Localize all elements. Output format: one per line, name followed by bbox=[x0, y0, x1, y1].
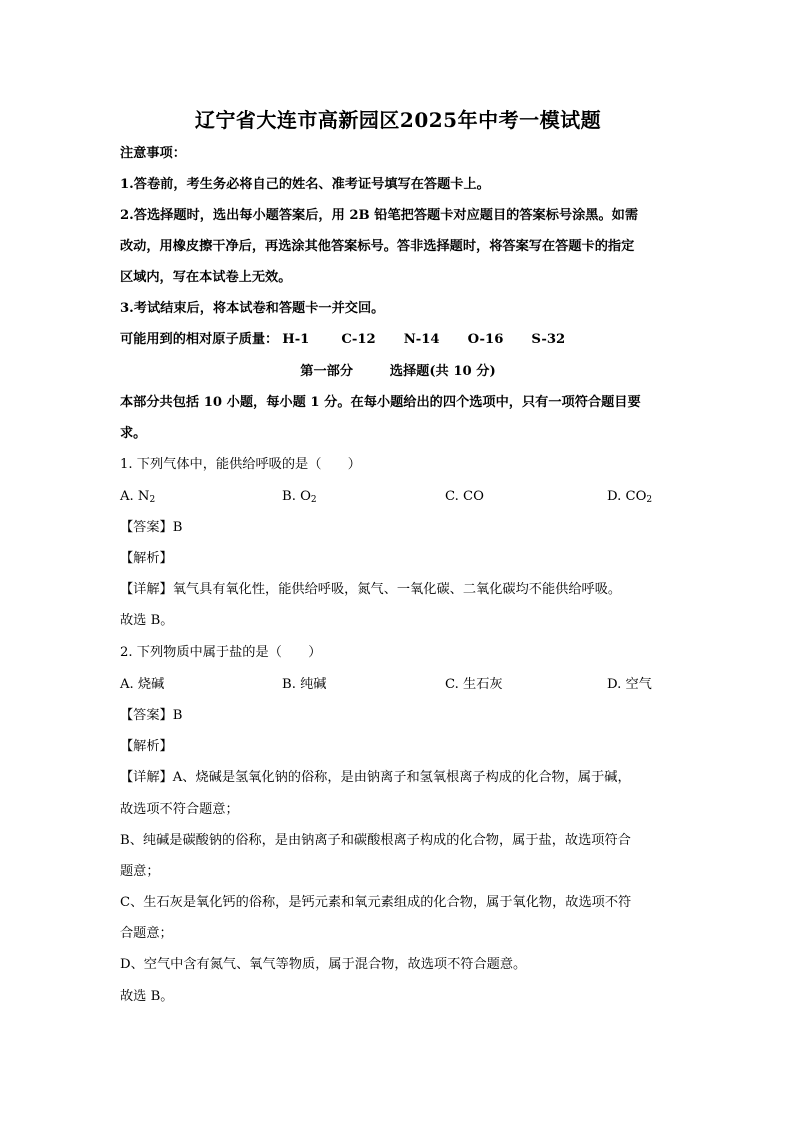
question-1-options bbox=[120, 487, 676, 507]
atomic-mass-c: C-12 bbox=[341, 332, 376, 347]
notice-item-2-line-1: 2.答选择题时，选出每小题答案后，用 2B 铅笔把答题卡对应题目的答案标号涂黑。如需 bbox=[120, 208, 639, 223]
q2-option-a: A. 烧碱 bbox=[120, 677, 165, 692]
notice-item-3: 3.考试结束后，将本试卷和答题卡一并交回。 bbox=[120, 301, 385, 316]
section-heading: 第一部分 选择题(共 10 分) bbox=[300, 364, 496, 379]
q1-option-a: A. $N_2$ bbox=[120, 489, 156, 505]
q1-detail-line-2: 故选 B。 bbox=[120, 613, 174, 628]
notice-item-1: 1.答卷前，考生务必将自己的姓名、准考证号填写在答题卡上。 bbox=[120, 177, 490, 192]
q2-answer: 【答案】B bbox=[120, 708, 183, 723]
q1-answer: 【答案】B bbox=[120, 520, 183, 535]
atomic-mass-s: S-32 bbox=[531, 332, 566, 347]
question-2-stem: 2. 下列物质中属于盐的是（ ） bbox=[120, 645, 322, 660]
q2-detail-a-line-1: 【详解】A、烧碱是氢氧化钠的俗称，是由钠离子和氢氧根离子构成的化合物，属于碱， bbox=[120, 770, 631, 785]
q1-option-b: B. $O_2$ bbox=[282, 489, 317, 505]
section-intro-line-2: 求。 bbox=[120, 426, 147, 441]
q2-detail-a-line-2: 故选项不符合题意； bbox=[120, 802, 239, 817]
q2-detail-d-line-1: D、空气中含有氮气、氧气等物质，属于混合物，故选项不符合题意。 bbox=[120, 957, 527, 972]
atomic-mass-h: H-1 bbox=[282, 332, 310, 347]
notice-item-2-line-3: 区域内，写在本试卷上无效。 bbox=[120, 270, 292, 285]
q1-option-c: C. CO bbox=[445, 489, 484, 504]
notice-heading: 注意事项： bbox=[120, 146, 186, 161]
q2-conclusion: 故选 B。 bbox=[120, 989, 174, 1004]
q2-analysis-heading: 【解析】 bbox=[120, 739, 173, 754]
q2-detail-b-line-1: B、纯碱是碳酸钠的俗称，是由钠离子和碳酸根离子构成的化合物，属于盐，故选项符合 bbox=[120, 833, 631, 848]
question-1-stem: 1. 下列气体中，能供给呼吸的是（ ） bbox=[120, 457, 361, 472]
atomic-mass-n: N-14 bbox=[403, 332, 440, 347]
atomic-mass-line bbox=[120, 330, 680, 350]
q2-detail-c-line-2: 合题意； bbox=[120, 926, 173, 941]
q2-detail-c-line-1: C、生石灰是氧化钙的俗称，是钙元素和氧元素组成的化合物，属于氧化物，故选项不符 bbox=[120, 895, 632, 910]
q2-option-d: D. 空气 bbox=[607, 677, 652, 692]
section-intro-line-1: 本部分共包括 10 小题，每小题 1 分。在每小题给出的四个选项中，只有一项符合题目要 bbox=[120, 395, 641, 410]
notice-item-2-line-2: 改动，用橡皮擦干净后，再选涂其他答案标号。答非选择题时，将答案写在答题卡的指定 bbox=[120, 239, 635, 254]
q2-option-c: C. 生石灰 bbox=[445, 677, 503, 692]
q2-option-b: B. 纯碱 bbox=[282, 677, 327, 692]
page-title: 辽宁省大连市高新园区2025年中考一模试题 bbox=[194, 108, 602, 132]
q1-detail-line-1: 【详解】氧气具有氧化性，能供给呼吸，氮气、一氧化碳、二氧化碳均不能供给呼吸。 bbox=[120, 582, 622, 597]
q1-option-d: D. $CO_2$ bbox=[607, 489, 653, 505]
atomic-mass-o: O-16 bbox=[467, 332, 504, 347]
q2-detail-b-line-2: 题意； bbox=[120, 864, 160, 879]
atomic-mass-label: 可能用到的相对原子质量： bbox=[120, 332, 279, 347]
question-2-options bbox=[120, 675, 676, 695]
q1-analysis-heading: 【解析】 bbox=[120, 551, 173, 566]
